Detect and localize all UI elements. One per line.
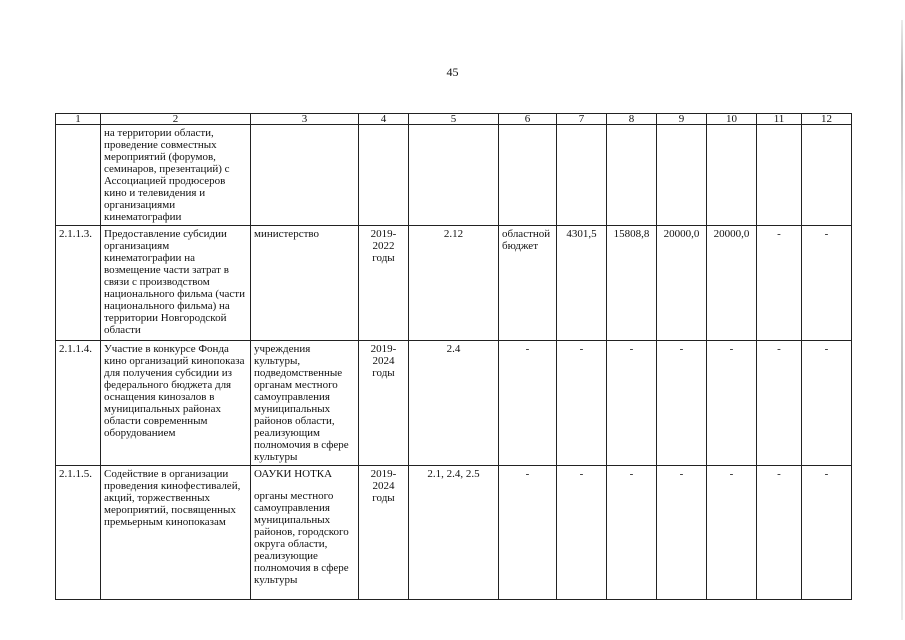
value-cell: - — [557, 341, 607, 466]
program-table — [55, 113, 852, 600]
item-description: Содействие в организации проведения кинофестивалей, акций, торжественных мероприятий, посвященных премьерным кинопоказам — [101, 466, 251, 600]
table-row — [56, 466, 852, 600]
value-cell: - — [657, 466, 707, 600]
value-cell: 15808,8 — [607, 226, 657, 341]
value-cell: 20000,0 — [657, 226, 707, 341]
item-years: 2019-2024 годы — [359, 466, 409, 600]
header-row — [56, 114, 852, 125]
item-target: 2.4 — [409, 341, 499, 466]
item-source — [499, 125, 557, 226]
value-cell: - — [802, 466, 852, 600]
value-cell — [757, 125, 802, 226]
value-cell — [707, 125, 757, 226]
header-cell: 3 — [251, 114, 359, 125]
value-cell: 20000,0 — [707, 226, 757, 341]
item-number: 2.1.1.5. — [56, 466, 101, 600]
item-executor: министерство — [251, 226, 359, 341]
value-cell: - — [707, 341, 757, 466]
value-cell: - — [802, 226, 852, 341]
value-cell: - — [757, 466, 802, 600]
item-years — [359, 125, 409, 226]
header-cell: 7 — [557, 114, 607, 125]
item-source: областной бюджет — [499, 226, 557, 341]
item-years: 2019-2024 годы — [359, 341, 409, 466]
item-executor — [251, 125, 359, 226]
value-cell: - — [757, 226, 802, 341]
item-number: 2.1.1.4. — [56, 341, 101, 466]
item-executor: ОАУКИ НОТКА — [254, 468, 333, 480]
header-cell: 10 — [707, 114, 757, 125]
scan-edge-artifact — [901, 20, 903, 620]
value-cell: - — [657, 341, 707, 466]
header-cell: 6 — [499, 114, 557, 125]
header-cell: 8 — [607, 114, 657, 125]
table-row — [56, 226, 852, 341]
item-executor-cell — [251, 466, 359, 600]
item-target — [409, 125, 499, 226]
header-cell: 9 — [657, 114, 707, 125]
item-target: 2.1, 2.4, 2.5 — [409, 466, 499, 600]
header-cell: 1 — [56, 114, 101, 125]
item-years: 2019-2022 годы — [359, 226, 409, 341]
item-executor: учреждения культуры, подведомственные органам местного самоуправления муниципальных районов области, реализующим полномочия в сфере культуры — [251, 341, 359, 466]
page-number: 45 — [446, 65, 459, 79]
value-cell: - — [607, 341, 657, 466]
value-cell — [657, 125, 707, 226]
value-cell — [607, 125, 657, 226]
header-cell: 2 — [101, 114, 251, 125]
value-cell — [802, 125, 852, 226]
item-executor-secondary: органы местного самоуправления муниципальных районов, городского округа области, реализующие полномочия в сфере культуры — [254, 490, 349, 586]
value-cell: 4301,5 — [557, 226, 607, 341]
header-cell: 5 — [409, 114, 499, 125]
header-cell: 4 — [359, 114, 409, 125]
item-number — [56, 125, 101, 226]
value-cell: - — [757, 341, 802, 466]
value-cell: - — [557, 466, 607, 600]
header-cell: 11 — [757, 114, 802, 125]
value-cell — [557, 125, 607, 226]
item-source: - — [499, 466, 557, 600]
value-cell: - — [607, 466, 657, 600]
item-source: - — [499, 341, 557, 466]
table-row — [56, 341, 852, 466]
table-row — [56, 125, 852, 226]
item-description: на территории области, проведение совместных мероприятий (форумов, семинаров, презентаций) с Ассоциацией продюсеров кино и телевидения и организациями кинематографии — [101, 125, 251, 226]
value-cell: - — [707, 466, 757, 600]
item-description: Предоставление субсидии организациям кинематографии на возмещение части затрат в связи с производством национального фильма (части национального фильма) на территории Новгородской области — [101, 226, 251, 341]
header-cell: 12 — [802, 114, 852, 125]
item-number: 2.1.1.3. — [56, 226, 101, 341]
item-target: 2.12 — [409, 226, 499, 341]
value-cell: - — [802, 341, 852, 466]
item-description: Участие в конкурсе Фонда кино организаций кинопоказа для получения субсидии из федерального бюджета для оснащения кинозалов в муниципальных районах области современным оборудованием — [101, 341, 251, 466]
